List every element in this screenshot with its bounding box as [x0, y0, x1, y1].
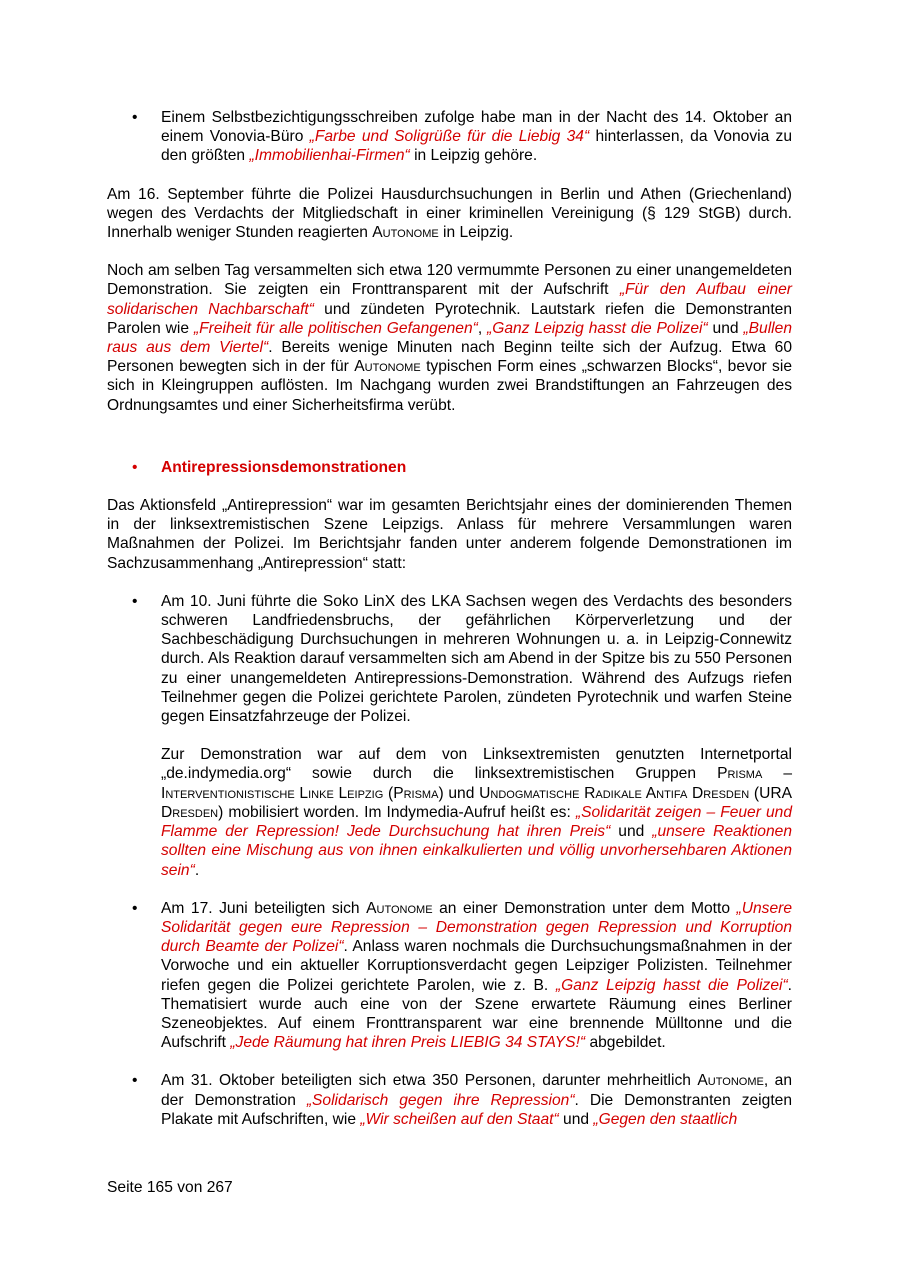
group-name: Autonome — [354, 358, 421, 376]
quote: „Immobilienhai-Firmen“ — [249, 147, 410, 165]
text: in Leipzig. — [438, 224, 514, 242]
text: an einer Demonstration unter dem Motto — [432, 899, 737, 917]
text: abgebildet. — [585, 1034, 666, 1052]
quote: „Freiheit für alle politischen Gefangenen“ — [193, 319, 478, 337]
group-name: Autonome — [366, 899, 433, 917]
text: und zündeten Pyrotechnik. Lautstark riefen die Demonstranten Parolen wie — [107, 300, 792, 337]
text: und — [558, 1110, 594, 1128]
text: . — [194, 861, 200, 879]
page-number: Seite 165 von 267 — [107, 1179, 233, 1196]
text: und — [610, 823, 653, 841]
text: Einem Selbstbezichtigungsschreiben zufolge habe man in der Nacht des 14. Oktober an einem Vonovia-Büro — [161, 109, 792, 146]
bullet: • — [132, 1072, 138, 1090]
group-name: Prisma — [393, 784, 439, 802]
text: Noch am selben Tag versammelten sich etwa 120 vermummte Personen zu einer unangemeldeten Demonstration. Sie zeigten ein Fronttransparent mit der Aufschrift — [107, 262, 792, 299]
group-name: Prisma – Interventionistische Linke Leipzig — [161, 765, 792, 802]
list-item — [107, 108, 792, 166]
section-heading-item — [107, 458, 792, 477]
text: in Leipzig gehöre. — [409, 147, 538, 165]
text: , — [477, 319, 488, 337]
quote: „Solidarität zeigen – Feuer und Flamme der Repression! Jede Durchsuchung hat ihren Preis“ — [161, 803, 792, 841]
bullet: • — [132, 592, 138, 610]
bullet: • — [132, 899, 138, 917]
text: hinterlassen, da Vonovia zu den größten — [161, 128, 792, 165]
text: ( — [383, 784, 394, 802]
quote: „Wir scheißen auf den Staat“ — [360, 1110, 559, 1128]
paragraph — [161, 745, 792, 879]
quote: „unsere Reaktionen sollten eine Mischung aus von ihnen einkalkulierten und völlig unvorhersehbaren Aktionen sein“ — [161, 823, 792, 879]
paragraph: Am 10. Juni führte die Soko LinX des LKA Sachsen wegen des Verdachts des besonders schweren Landfriedensbruchs, der gefährlichen Körperverletzung und der Sachbeschädigung Durchsuchungen in mehreren Wohnungen u. a. in Leipzig-Connewitz durch. Als Reaktion darauf versammelten sich am Abend in der Spitze bis zu 550 Personen zu einer unangemeldeten Antirepressions-Demonstration. Während des Aufzugs riefen Teilnehmer gegen die Polizei gerichtete Parolen, zündeten Pyrotechnik und warfen Steine gegen Einsatzfahrzeuge der Polizei. — [161, 592, 792, 726]
quote: „Für den Aufbau einer solidarischen Nachbarschaft“ — [107, 281, 792, 318]
paragraph: Das Aktionsfeld „Antirepression“ war im gesamten Berichtsjahr eines der dominierenden Themen in der linksextremistischen Szene Leipzigs. Anlass für mehrere Versammlungen waren Maßnahmen der Polizei. Im Berichtsjahr fanden unter anderem folgende Demonstrationen im Sachzusammenhang „Antirepression“ statt: — [107, 497, 792, 572]
quote: „Farbe und Soligrüße für die Liebig 34“ — [309, 128, 590, 146]
bullet: • — [132, 458, 138, 476]
text: . Bereits wenige Minuten nach Beginn teilte sich der Aufzug. Etwa 60 Personen bewegten sich in der für — [107, 339, 792, 376]
text: Am 31. Oktober beteiligten sich etwa 350 Personen, darunter mehrheitlich — [161, 1072, 698, 1090]
group-name: Autonome — [372, 224, 439, 242]
list-item — [107, 592, 792, 880]
paragraph — [107, 185, 792, 243]
quote: „Unsere Solidarität gegen eure Repression – Demonstration gegen Repression und Korruption durch Beamte der Polizei“ — [161, 899, 792, 956]
document-body — [107, 108, 792, 1129]
bullet: • — [132, 109, 138, 126]
text: . Die Demonstranten zeigten Plakate mit Aufschriften, wie — [161, 1091, 792, 1128]
text: . Anlass waren nochmals die Durchsuchungsmaßnahmen in der Vorwoche und ein aktueller Korruptionsverdacht gegen Leipziger Polizisten. Teilnehmer riefen gegen die Polizei gerichtete Parolen, wie z. B. — [161, 938, 792, 994]
quote: „Solidarisch gegen ihre Repression“ — [306, 1091, 575, 1109]
text: ) und — [438, 784, 480, 802]
section-heading: Antirepressionsdemonstrationen — [161, 458, 407, 476]
list-item — [107, 899, 792, 1053]
quote: „Ganz Leipzig hasst die Polizei“ — [487, 319, 708, 337]
quote: „Ganz Leipzig hasst die Polizei“ — [555, 976, 788, 994]
text: und — [707, 319, 744, 337]
text: Zur Demonstration war auf dem von Linksextremisten genutzten Internetportal „de.indymedia.org“ sowie durch die linksextremistischen Gruppen — [161, 746, 792, 783]
group-name: Autonome — [697, 1072, 764, 1090]
paragraph — [161, 108, 792, 166]
list-item — [107, 1071, 792, 1129]
text: Am 17. Juni beteiligten sich — [161, 899, 367, 917]
paragraph — [107, 261, 792, 415]
paragraph — [161, 899, 792, 1053]
text: Am 16. September führte die Polizei Hausdurchsuchungen in Berlin und Athen (Griechenland) wegen des Verdachts der Mitgliedschaft in einer kriminellen Vereinigung (§ 129 StGB) durch. Innerhalb weniger Stunden reagierten — [107, 185, 792, 242]
quote: „Bullen raus aus dem Viertel“ — [107, 319, 792, 357]
text: . Thematisiert wurde auch eine von der Szene erwartete Räumung eines Berliner Szeneobjektes. Auf einem Fronttransparent war eine brennende Mülltonne und die Aufschrift — [161, 976, 792, 1052]
quote: „Jede Räumung hat ihren Preis LIEBIG 34 STAYS!“ — [230, 1034, 586, 1052]
text: ) mobilisiert worden. Im Indymedia-Aufruf heißt es: — [218, 803, 576, 821]
text: (URA — [749, 784, 793, 802]
text: , an der Demonstration — [161, 1072, 792, 1109]
group-name: Undogmatische Radikale Antifa Dresden — [479, 784, 750, 802]
paragraph — [161, 1071, 792, 1129]
group-name: Dresden — [161, 803, 219, 821]
quote: „Gegen den staatlich — [593, 1110, 738, 1128]
text: typischen Form eines „schwarzen Blocks“, bevor sie sich in Kleingruppen auflösten. Im Nachgang wurden zwei Brandstiftungen an Fahrzeugen des Ordnungsamtes und einer Sicherheitsfirma verübt. — [107, 358, 792, 414]
